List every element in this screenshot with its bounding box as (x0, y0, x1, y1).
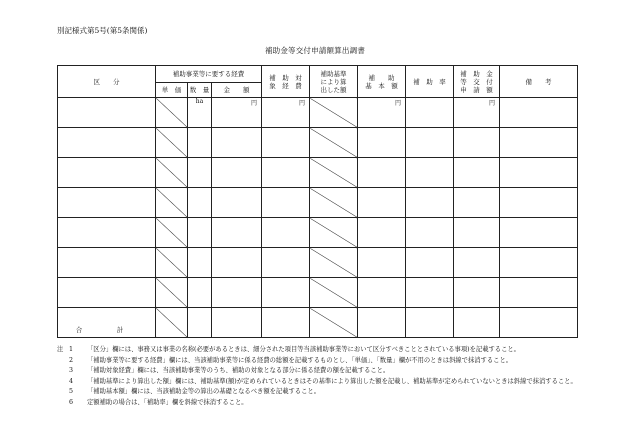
note-number: 5 (69, 388, 74, 395)
note-number: 3 (69, 367, 74, 374)
unit-price-cell (156, 308, 188, 338)
standard-amount-cell (310, 158, 358, 188)
quantity-cell (188, 188, 212, 218)
note-text: 「補助対象経費」欄には、当該補助事業等のうち、補助の対象となる部分に係る経費の額を記載すること。 (87, 367, 390, 374)
rate-cell (406, 98, 454, 128)
calculation-table (57, 65, 578, 338)
table-body (58, 98, 578, 338)
grant-request-cell: 円 (454, 98, 500, 128)
unit-price-cell (156, 158, 188, 188)
note-text: 「区分」欄には、事務又は事業の名称(必要があるときは、細分された項目等当該補助事業等において区分すべきこととされている事項)を記載すること。 (87, 346, 520, 353)
quantity-cell (188, 218, 212, 248)
category-cell (58, 248, 156, 278)
grant-request-cell (454, 128, 500, 158)
note-text: 定額補助の場合は、「補助率」欄を斜線で抹消すること。 (87, 398, 248, 406)
remarks-cell (500, 218, 578, 248)
grant-request-cell (454, 248, 500, 278)
note-number: 6 (69, 398, 74, 406)
quantity-cell: ha (188, 98, 212, 128)
header-amount: 金 額 (212, 83, 262, 98)
header-quantity: 数 量 (188, 83, 212, 98)
note-number: 1 (69, 346, 74, 353)
remarks-cell (500, 278, 578, 308)
note-item (57, 345, 577, 356)
category-cell (58, 158, 156, 188)
eligible-cost-cell (262, 278, 310, 308)
unit-price-cell (156, 128, 188, 158)
eligible-cost-cell: 円 (262, 98, 310, 128)
notes-list (57, 345, 577, 408)
header-remarks: 備 考 (500, 66, 578, 98)
unit-price-cell (156, 218, 188, 248)
header-unit-price: 単 価 (156, 83, 188, 98)
header-eligible-cost: 補 助 対 象 経 費 (262, 66, 310, 98)
quantity-cell (188, 158, 212, 188)
standard-amount-cell (310, 218, 358, 248)
unit-price-cell (156, 248, 188, 278)
table-row (58, 308, 578, 338)
table-row (58, 188, 578, 218)
remarks-cell (500, 128, 578, 158)
table-row (58, 218, 578, 248)
unit-price-cell (156, 188, 188, 218)
eligible-cost-cell (262, 128, 310, 158)
grant-request-cell (454, 278, 500, 308)
header-grant-request: 補 助 金 等 交 付 申 請 額 (454, 66, 500, 98)
note-item (57, 387, 577, 398)
rate-cell (406, 308, 454, 338)
amount-cell (212, 158, 262, 188)
rate-cell (406, 218, 454, 248)
eligible-cost-cell (262, 188, 310, 218)
standard-amount-cell (310, 188, 358, 218)
standard-amount-cell (310, 98, 358, 128)
amount-cell (212, 188, 262, 218)
grant-request-cell (454, 218, 500, 248)
note-head-label: 注 (57, 346, 64, 353)
rate-cell (406, 188, 454, 218)
header-required-cost: 補助事業等に要する経費 (156, 66, 262, 83)
unit-price-cell (156, 98, 188, 128)
eligible-cost-cell (262, 248, 310, 278)
base-amount-cell (358, 278, 406, 308)
standard-amount-cell (310, 278, 358, 308)
amount-cell (212, 248, 262, 278)
category-cell (58, 98, 156, 128)
grant-request-cell (454, 158, 500, 188)
amount-cell: 円 (212, 98, 262, 128)
table-row (58, 158, 578, 188)
table-row (58, 248, 578, 278)
amount-cell (212, 278, 262, 308)
note-item (57, 356, 577, 367)
amount-cell (212, 308, 262, 338)
note-head-label (57, 366, 69, 377)
base-amount-cell (358, 158, 406, 188)
rate-cell (406, 248, 454, 278)
header-standard-amount: 補助基準 により算 出した額 (310, 66, 358, 98)
category-cell (58, 128, 156, 158)
base-amount-cell (358, 128, 406, 158)
category-cell (58, 278, 156, 308)
header-base-amount: 補 助 基 本 額 (358, 66, 406, 98)
remarks-cell (500, 248, 578, 278)
category-cell (58, 188, 156, 218)
base-amount-cell: 円 (358, 98, 406, 128)
remarks-cell (500, 308, 578, 338)
base-amount-cell (358, 188, 406, 218)
rate-cell (406, 158, 454, 188)
base-amount-cell (358, 248, 406, 278)
notes-section (57, 345, 577, 408)
base-amount-cell (358, 308, 406, 338)
category-cell (58, 218, 156, 248)
category-cell (58, 308, 156, 338)
document-title: 補助金等交付申請額算出調書 (264, 46, 366, 55)
grant-request-cell (454, 308, 500, 338)
total-label: 合 計 (75, 326, 138, 334)
rate-cell (406, 128, 454, 158)
grant-request-cell (454, 188, 500, 218)
rate-cell (406, 278, 454, 308)
quantity-cell (188, 248, 212, 278)
base-amount-cell (358, 218, 406, 248)
note-item (57, 366, 577, 377)
table-row (58, 98, 578, 128)
remarks-cell (500, 158, 578, 188)
table-row (58, 278, 578, 308)
standard-amount-cell (310, 128, 358, 158)
note-number: 4 (69, 377, 74, 385)
amount-cell (212, 218, 262, 248)
standard-amount-cell (310, 308, 358, 338)
header-rate: 補 助 率 (406, 66, 454, 98)
quantity-cell (188, 128, 212, 158)
note-text: 「補助基本額」欄には、当該補助金等の算出の基礎となるべき額を記載すること。 (87, 388, 320, 395)
form-number-label: 別記様式第5号(第5条関係) (57, 26, 148, 35)
note-head-label (57, 398, 69, 409)
note-item (57, 398, 577, 409)
note-text: 「補助事業等に要する経費」欄には、当該補助事業等に係る経費の総額を記載するものとし、「単価」、「数量」欄が不用のときは斜線で抹消すること。 (87, 356, 513, 364)
amount-cell (212, 128, 262, 158)
header-category: 区 分 (58, 66, 156, 98)
quantity-cell (188, 308, 212, 338)
standard-amount-cell (310, 248, 358, 278)
note-text: 「補助基準により算出した額」欄には、補助基準(額)が定められているときはその基準により算出した額を記載し、補助基準が定められていないときは斜線で抹消すること。 (87, 377, 577, 385)
table-row (58, 128, 578, 158)
note-head-label (57, 387, 69, 398)
note-number: 2 (69, 356, 74, 364)
eligible-cost-cell (262, 308, 310, 338)
unit-price-cell (156, 278, 188, 308)
remarks-cell (500, 188, 578, 218)
note-head-label (57, 377, 69, 388)
quantity-cell (188, 278, 212, 308)
remarks-cell (500, 98, 578, 128)
eligible-cost-cell (262, 158, 310, 188)
note-head-label (57, 356, 69, 367)
eligible-cost-cell (262, 218, 310, 248)
note-item (57, 377, 577, 388)
